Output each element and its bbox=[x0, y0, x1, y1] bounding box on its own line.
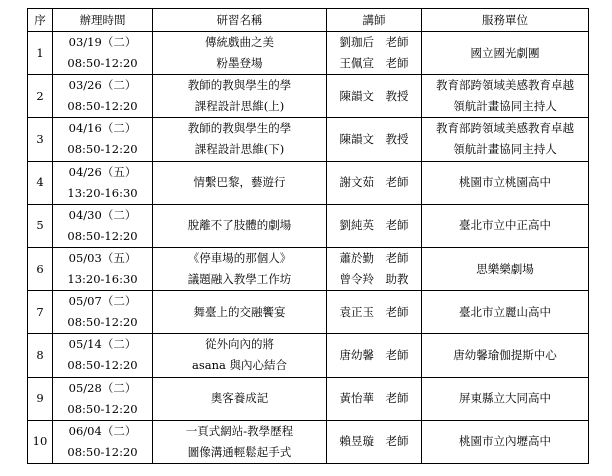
table-row bbox=[28, 32, 589, 75]
cell-no: 5 bbox=[28, 204, 53, 247]
cell-title-line: 教師的教與學生的學 bbox=[187, 121, 292, 136]
cell-time: 08:50-12:20 bbox=[67, 401, 138, 416]
cell-speaker-line: 劉純英 老師 bbox=[339, 218, 409, 233]
cell-unit bbox=[422, 377, 589, 420]
cell-speaker-line: 袁正玉 老師 bbox=[339, 304, 409, 319]
cell-unit-line: 桃園市立桃園高中 bbox=[459, 175, 551, 190]
cell-unit bbox=[422, 291, 589, 334]
cell-title bbox=[153, 247, 327, 290]
cell-speaker-line: 曾令羚 助教 bbox=[339, 272, 409, 287]
cell-title-line: 圖像溝通輕鬆起手式 bbox=[187, 444, 292, 459]
cell-title-line: 從外向內的將 bbox=[205, 337, 274, 352]
cell-datetime bbox=[53, 161, 153, 204]
cell-unit bbox=[422, 334, 589, 377]
cell-datetime bbox=[53, 75, 153, 118]
cell-speaker bbox=[327, 75, 422, 118]
cell-speaker-line: 陳韻文 教授 bbox=[339, 131, 409, 146]
cell-title bbox=[153, 334, 327, 377]
cell-speaker bbox=[327, 291, 422, 334]
cell-time: 08:50-12:20 bbox=[67, 56, 138, 71]
cell-title-line: 奧客養成記 bbox=[210, 391, 269, 406]
cell-date: 03/26（二） bbox=[68, 78, 137, 93]
cell-title-line: 《停車場的那個人》 bbox=[187, 251, 292, 266]
cell-unit bbox=[422, 118, 589, 161]
cell-time: 08:50-12:20 bbox=[67, 142, 138, 157]
cell-time: 08:50-12:20 bbox=[67, 228, 138, 243]
cell-unit-line: 教育部跨領域美感教育卓越 bbox=[436, 78, 574, 93]
table-row bbox=[28, 377, 589, 420]
cell-date: 05/14（二） bbox=[68, 337, 137, 352]
cell-title-line: 課程設計思維(上) bbox=[194, 99, 285, 114]
cell-datetime bbox=[53, 334, 153, 377]
cell-speaker bbox=[327, 377, 422, 420]
header-title: 研習名稱 bbox=[153, 9, 327, 32]
cell-datetime bbox=[53, 204, 153, 247]
cell-unit bbox=[422, 420, 589, 463]
cell-speaker-line: 蕭於勤 老師 bbox=[339, 251, 409, 266]
cell-time: 08:50-12:20 bbox=[67, 99, 138, 114]
cell-title bbox=[153, 420, 327, 463]
cell-speaker-line: 黃怡華 老師 bbox=[339, 391, 409, 406]
cell-no: 1 bbox=[28, 32, 53, 75]
cell-title bbox=[153, 75, 327, 118]
cell-title-line: 脫離不了肢體的劇場 bbox=[187, 218, 292, 233]
cell-date: 04/16（二） bbox=[68, 121, 137, 136]
cell-date: 05/03（五） bbox=[68, 251, 137, 266]
table-row bbox=[28, 204, 589, 247]
cell-speaker-line: 唐幼馨 老師 bbox=[339, 347, 409, 362]
cell-title-line: 舞臺上的交融饗宴 bbox=[193, 304, 286, 319]
cell-unit bbox=[422, 75, 589, 118]
cell-speaker bbox=[327, 420, 422, 463]
cell-time: 08:50-12:20 bbox=[67, 315, 138, 330]
cell-no: 6 bbox=[28, 247, 53, 290]
cell-no: 8 bbox=[28, 334, 53, 377]
cell-date: 06/04（二） bbox=[68, 423, 137, 438]
cell-unit-line: 唐幼馨瑜伽提斯中心 bbox=[453, 347, 557, 362]
header-unit: 服務單位 bbox=[422, 9, 589, 32]
cell-datetime bbox=[53, 420, 153, 463]
cell-time: 13:20-16:30 bbox=[67, 185, 138, 200]
cell-speaker-line: 劉珈后 老師 bbox=[339, 35, 409, 50]
cell-title bbox=[153, 377, 327, 420]
cell-speaker-line: 謝文茹 老師 bbox=[339, 175, 409, 190]
cell-datetime bbox=[53, 32, 153, 75]
cell-title bbox=[153, 161, 327, 204]
cell-speaker bbox=[327, 204, 422, 247]
cell-unit bbox=[422, 161, 589, 204]
cell-no: 10 bbox=[28, 420, 53, 463]
cell-speaker bbox=[327, 247, 422, 290]
cell-unit bbox=[422, 32, 589, 75]
cell-speaker bbox=[327, 161, 422, 204]
cell-datetime bbox=[53, 247, 153, 290]
cell-title bbox=[153, 118, 327, 161]
table-row bbox=[28, 161, 589, 204]
table-row bbox=[28, 247, 589, 290]
cell-unit-line: 思樂樂劇場 bbox=[476, 261, 534, 276]
cell-unit-line: 領航計畫協同主持人 bbox=[453, 99, 557, 114]
cell-date: 05/28（二） bbox=[68, 380, 137, 395]
cell-datetime bbox=[53, 118, 153, 161]
table-row bbox=[28, 420, 589, 463]
cell-date: 04/30（二） bbox=[68, 207, 137, 222]
cell-title-line: 粉墨登場 bbox=[216, 56, 263, 71]
cell-datetime bbox=[53, 291, 153, 334]
cell-date: 03/19（二） bbox=[68, 35, 137, 50]
header-no: 序 bbox=[28, 9, 53, 32]
cell-unit-line: 桃園市立內壢高中 bbox=[459, 434, 551, 449]
cell-title-line: 課程設計思維(下) bbox=[194, 142, 285, 157]
cell-title-line: 教師的教與學生的學 bbox=[187, 78, 292, 93]
cell-title-line: 傳統戲曲之美 bbox=[205, 35, 274, 50]
cell-unit-line: 臺北市立麗山高中 bbox=[459, 304, 551, 319]
cell-time: 13:20-16:30 bbox=[67, 272, 138, 287]
cell-speaker-line: 王佩宣 老師 bbox=[339, 56, 409, 71]
cell-speaker bbox=[327, 32, 422, 75]
table-body bbox=[28, 32, 589, 464]
cell-title-line: 議題融入教學工作坊 bbox=[187, 272, 292, 287]
cell-title bbox=[153, 204, 327, 247]
cell-title-line: 一頁式網站-教學歷程 bbox=[185, 423, 294, 438]
cell-date: 05/07（二） bbox=[68, 294, 137, 309]
cell-no: 2 bbox=[28, 75, 53, 118]
table-row bbox=[28, 291, 589, 334]
cell-unit-line: 屏東縣立大同高中 bbox=[459, 391, 551, 406]
cell-time: 08:50-12:20 bbox=[67, 358, 138, 373]
cell-datetime bbox=[53, 377, 153, 420]
cell-title bbox=[153, 32, 327, 75]
cell-unit-line: 教育部跨領域美感教育卓越 bbox=[436, 121, 574, 136]
table-row bbox=[28, 118, 589, 161]
cell-title-line: 情繫巴黎，藝遊行 bbox=[193, 175, 286, 190]
cell-speaker bbox=[327, 334, 422, 377]
header-row bbox=[28, 9, 589, 32]
header-date: 辦理時間 bbox=[53, 9, 153, 32]
cell-speaker-line: 陳韻文 教授 bbox=[339, 88, 409, 103]
table-row bbox=[28, 75, 589, 118]
cell-date: 04/26（五） bbox=[68, 164, 137, 179]
cell-no: 9 bbox=[28, 377, 53, 420]
cell-title-line: asana 與內心結合 bbox=[191, 358, 288, 373]
cell-no: 4 bbox=[28, 161, 53, 204]
cell-unit-line: 國立國光劇團 bbox=[470, 45, 540, 60]
cell-unit bbox=[422, 204, 589, 247]
cell-unit-line: 臺北市立中正高中 bbox=[459, 218, 551, 233]
cell-unit-line: 領航計畫協同主持人 bbox=[453, 142, 557, 157]
cell-speaker bbox=[327, 118, 422, 161]
cell-no: 3 bbox=[28, 118, 53, 161]
cell-time: 08:50-12:20 bbox=[67, 444, 138, 459]
table-row bbox=[28, 334, 589, 377]
header-speaker: 講師 bbox=[327, 9, 422, 32]
cell-title bbox=[153, 291, 327, 334]
cell-speaker-line: 賴昱璇 老師 bbox=[339, 434, 409, 449]
cell-no: 7 bbox=[28, 291, 53, 334]
cell-unit bbox=[422, 247, 589, 290]
workshop-schedule-table bbox=[27, 8, 589, 464]
